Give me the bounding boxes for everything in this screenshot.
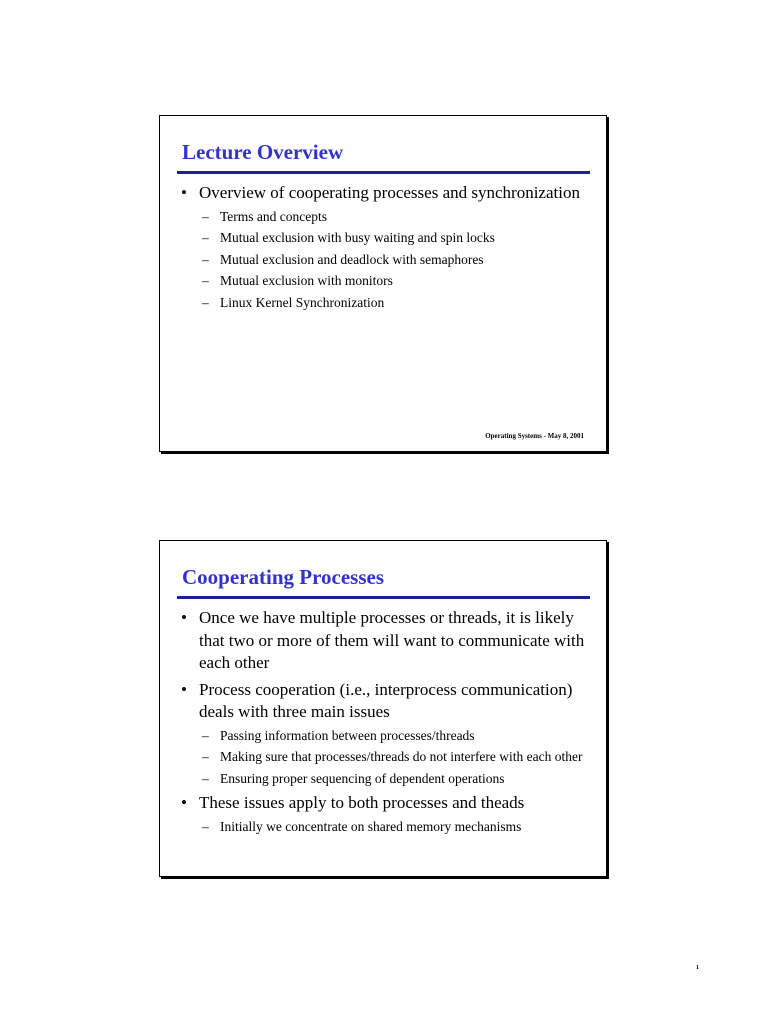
sub-item: – Initially we concentrate on shared memory mechanisms [202,818,522,834]
bullet-item [181,792,586,815]
bullet-item [181,679,586,724]
slide-cooperating-processes [159,540,607,877]
sub-item: – Linux Kernel Synchronization [202,294,385,310]
sub-item: – Making sure that processes/threads do not interfere with each other [202,749,583,764]
slide-title: Cooperating Processes [182,565,384,589]
bullet-mark: • [181,679,187,699]
bullet-text: Process cooperation (i.e., interprocess communication) deals with three main issues [199,679,573,721]
page-number: 1 [696,965,699,971]
title-rule [177,171,590,174]
sub-item: – Passing information between processes/threads [202,727,475,743]
slide-content [181,182,586,316]
sub-text: Making sure that processes/threads do not interfere with each other [220,749,583,764]
sub-item: – Mutual exclusion and deadlock with semaphores [202,251,484,267]
sub-text: Linux Kernel Synchronization [220,294,385,310]
sub-text: Terms and concepts [220,208,328,224]
sub-list [181,209,586,312]
sub-text: Ensuring proper sequencing of dependent operations [220,770,505,786]
bullet-mark: • [181,793,187,812]
sub-item: – Mutual exclusion with monitors [202,273,393,288]
bullet-text: Overview of cooperating processes and synchronization [199,183,580,202]
bullet-item [181,182,586,205]
sub-text: Mutual exclusion and deadlock with semaphores [220,251,484,267]
sub-list [181,728,586,788]
slide-footer: Operating Systems - May 8, 2001 [485,432,584,440]
sub-item: – Ensuring proper sequencing of dependent operations [202,770,505,786]
slide-title: Lecture Overview [182,140,344,164]
sub-item: – Terms and concepts [202,208,328,224]
bullet-item [181,607,586,675]
bullet-text: Once we have multiple processes or threads, it is likely that two or more of them will want to communicate with each other [199,608,585,672]
sub-text: Mutual exclusion with monitors [220,273,393,288]
bullet-mark: • [181,183,187,202]
sub-text: Initially we concentrate on shared memory mechanisms [220,818,522,834]
bullet-text: These issues apply to both processes and theads [199,793,525,812]
slide-lecture-overview [159,115,607,452]
sub-list [181,819,586,836]
sub-text: Passing information between processes/threads [220,727,475,743]
sub-item: – Mutual exclusion with busy waiting and spin locks [202,230,495,245]
sub-text: Mutual exclusion with busy waiting and spin locks [220,230,495,245]
bullet-mark: • [181,608,187,627]
title-rule [177,596,590,599]
slide-content [181,607,586,840]
